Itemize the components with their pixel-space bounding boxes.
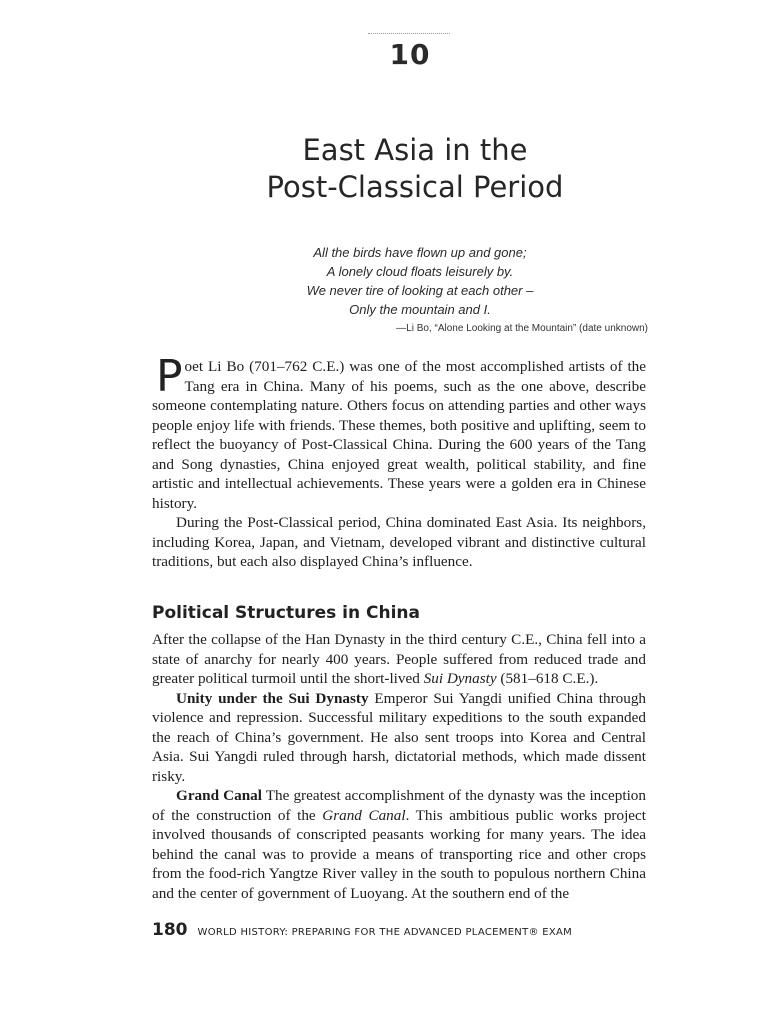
section-paragraph-1-text: After the collapse of the Han Dynasty in the third century C.E., China fell into a state of anarchy for nearly 400 years. People suffered from reduced trade and greater political turmoil until the short-lived (152, 631, 646, 687)
section-paragraph-2-text: Emperor Sui Yangdi unified China through violence and repression. Successful military expeditions to the south expanded the reach of China’s government. He also sent troops into Korea and Central Asia. Sui Yangdi ruled through harsh, dictatorial methods, which made dissent risky. (152, 689, 647, 785)
page-footer (152, 920, 572, 940)
intro-paragraph-2: During the Post-Classical period, China dominated East Asia. Its neighbors, including Korea, Japan, and Vietnam, developed vibrant and distinctive cultural traditions, but each also displayed China’s influence. (152, 514, 646, 570)
chapter-number: 10 (389, 38, 431, 71)
run-in-heading-sui: Unity under the Sui Dynasty (176, 689, 369, 707)
running-footer-text: WORLD HISTORY: PREPARING FOR THE ADVANCED PLACEMENT® EXAM (197, 927, 573, 938)
run-in-heading-grand-canal: Grand Canal (176, 787, 262, 804)
epigraph-line: Only the mountain and I. (349, 302, 491, 317)
section-paragraph-3 (152, 786, 646, 903)
section-paragraph-2 (152, 689, 646, 787)
intro-section (152, 351, 646, 572)
section-paragraph-3-text: The greatest accomplishment of the dynasty was the inception of the construction of the (152, 787, 646, 824)
sui-dynasty-term: Sui Dynasty (423, 670, 497, 687)
intro-paragraph-1 (152, 351, 646, 513)
epigraph-attribution: —Li Bo, “Alone Looking at the Mountain” (date unknown) (396, 323, 648, 334)
section-paragraph-1 (152, 630, 646, 689)
chapter-title-line-2: Post-Classical Period (266, 170, 564, 204)
epigraph (230, 243, 610, 319)
epigraph-line: All the birds have flown up and gone; (313, 245, 527, 260)
section-body (152, 630, 646, 903)
intro-paragraph-1-text: oet Li Bo (701–762 C.E.) was one of the most accomplished artists of the Tang era in China. Many of his poems, such as the one above, describe someone contemplating nature. Others focus on attending parties and other ways people enjoy life with friends. These themes, both positive and uplifting, seem to reflect the buoyancy of Post-Classical China. During the 600 years of the Tang and Song dynasties, China enjoyed great wealth, political stability, and fine artistic and intellectual achievements. These years were a golden era in Chinese history. (152, 358, 646, 512)
page-number: 180 (152, 920, 188, 940)
section-paragraph-3-end: . This ambitious public works project involved thousands of conscripted peasants working for many years. The idea behind the canal was to provide a means of transporting rice and other crops from the food-rich Yangtze River valley in the south to populous northern China and the center of government of Luoyang. At the southern end of the (152, 806, 646, 902)
section-paragraph-1-end: (581–618 C.E.). (496, 670, 599, 687)
drop-cap: P (156, 351, 183, 402)
section-heading: Political Structures in China (152, 603, 420, 623)
epigraph-line: A lonely cloud floats leisurely by. (326, 264, 514, 279)
epigraph-line: We never tire of looking at each other – (306, 283, 534, 298)
chapter-title (180, 132, 650, 206)
chapter-title-line-1: East Asia in the (302, 133, 528, 167)
grand-canal-term: Grand Canal (322, 806, 406, 824)
